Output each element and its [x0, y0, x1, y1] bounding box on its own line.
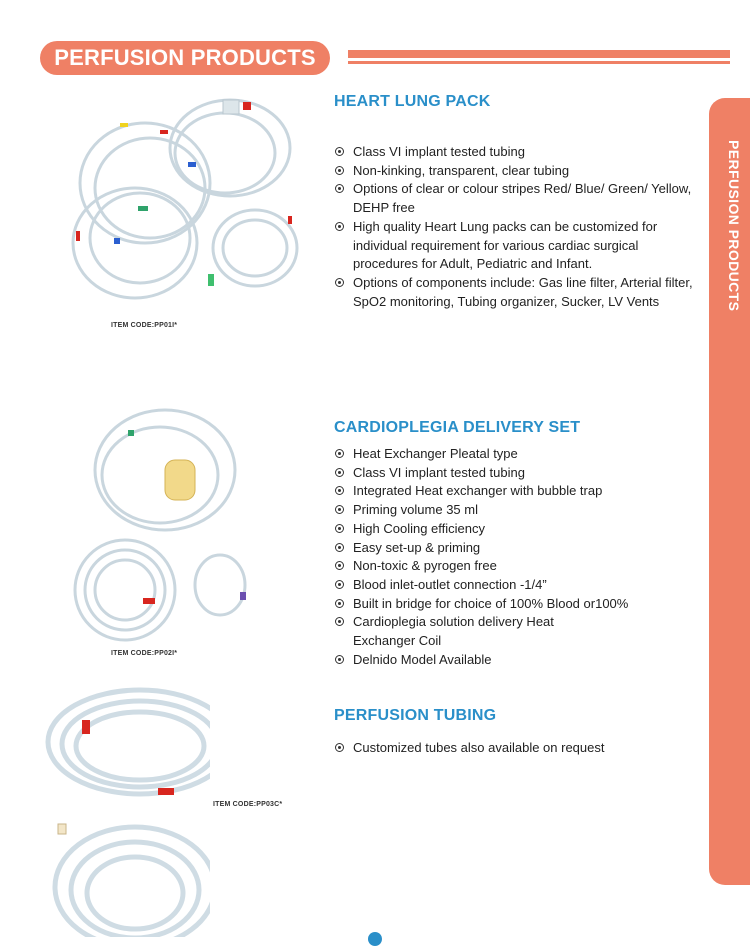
item-code: ITEM CODE:PP03C* [213, 801, 283, 808]
list-item: High Cooling efficiency [334, 520, 704, 539]
bullet-icon [335, 184, 344, 193]
perfusion-tubing-image [40, 682, 210, 937]
bullet-icon [335, 599, 344, 608]
bullet-icon [335, 468, 344, 477]
bullet-icon [335, 147, 344, 156]
bullet-icon [335, 166, 344, 175]
page-marker [368, 932, 382, 946]
bullet-icon [335, 655, 344, 664]
cardioplegia-set-image [70, 400, 250, 650]
list-item: Delnido Model Available [334, 651, 704, 670]
bullet-icon [335, 486, 344, 495]
list-item: Customized tubes also available on request [334, 739, 704, 758]
list-item: Cardioplegia solution delivery Heat Exchanger Coil [334, 613, 704, 650]
bullet-icon [335, 743, 344, 752]
perfusion-tubing-features [334, 739, 704, 758]
list-item: Integrated Heat exchanger with bubble trap [334, 482, 704, 501]
item-code: ITEM CODE:PP01I* [111, 322, 178, 329]
bullet-icon [335, 278, 344, 287]
bullet-icon [335, 617, 344, 626]
list-item: Heat Exchanger Pleatal type [334, 445, 704, 464]
list-item: Easy set-up & priming [334, 539, 704, 558]
page-title: PERFUSION PRODUCTS [40, 41, 330, 75]
section-title-cardioplegia: CARDIOPLEGIA DELIVERY SET [334, 419, 581, 436]
bullet-icon [335, 524, 344, 533]
section-title-perfusion-tubing: PERFUSION TUBING [334, 707, 497, 724]
list-item: Priming volume 35 ml [334, 501, 704, 520]
header-rule-thin [348, 61, 730, 64]
list-item: Class VI implant tested tubing [334, 464, 704, 483]
list-item: Non-toxic & pyrogen free [334, 557, 704, 576]
section-title-heart-lung-pack: HEART LUNG PACK [334, 93, 491, 110]
list-item: Class VI implant tested tubing [334, 143, 704, 162]
item-code: ITEM CODE:PP02I* [111, 650, 178, 657]
list-item: High quality Heart Lung packs can be customized for individual requirement for various cardiac surgical procedures for Adult, Pediatric and Infant. [334, 218, 704, 274]
list-item: Options of clear or colour stripes Red/ Blue/ Green/ Yellow, DEHP free [334, 180, 704, 217]
bullet-icon [335, 449, 344, 458]
list-item: Options of components include: Gas line filter, Arterial filter, SpO2 monitoring, Tubing organizer, Sucker, LV Vents [334, 274, 704, 311]
bullet-icon [335, 505, 344, 514]
list-item: Non-kinking, transparent, clear tubing [334, 162, 704, 181]
bullet-icon [335, 580, 344, 589]
side-tab-label: PERFUSION PRODUCTS [726, 140, 742, 312]
header-rule [348, 50, 730, 58]
bullet-icon [335, 222, 344, 231]
list-item: Built in bridge for choice of 100% Blood or100% [334, 595, 704, 614]
bullet-icon [335, 561, 344, 570]
heart-lung-features [334, 143, 704, 311]
heart-lung-pack-image [60, 88, 310, 313]
list-item: Blood inlet-outlet connection -1/4” [334, 576, 704, 595]
cardioplegia-features [334, 445, 704, 669]
bullet-icon [335, 543, 344, 552]
